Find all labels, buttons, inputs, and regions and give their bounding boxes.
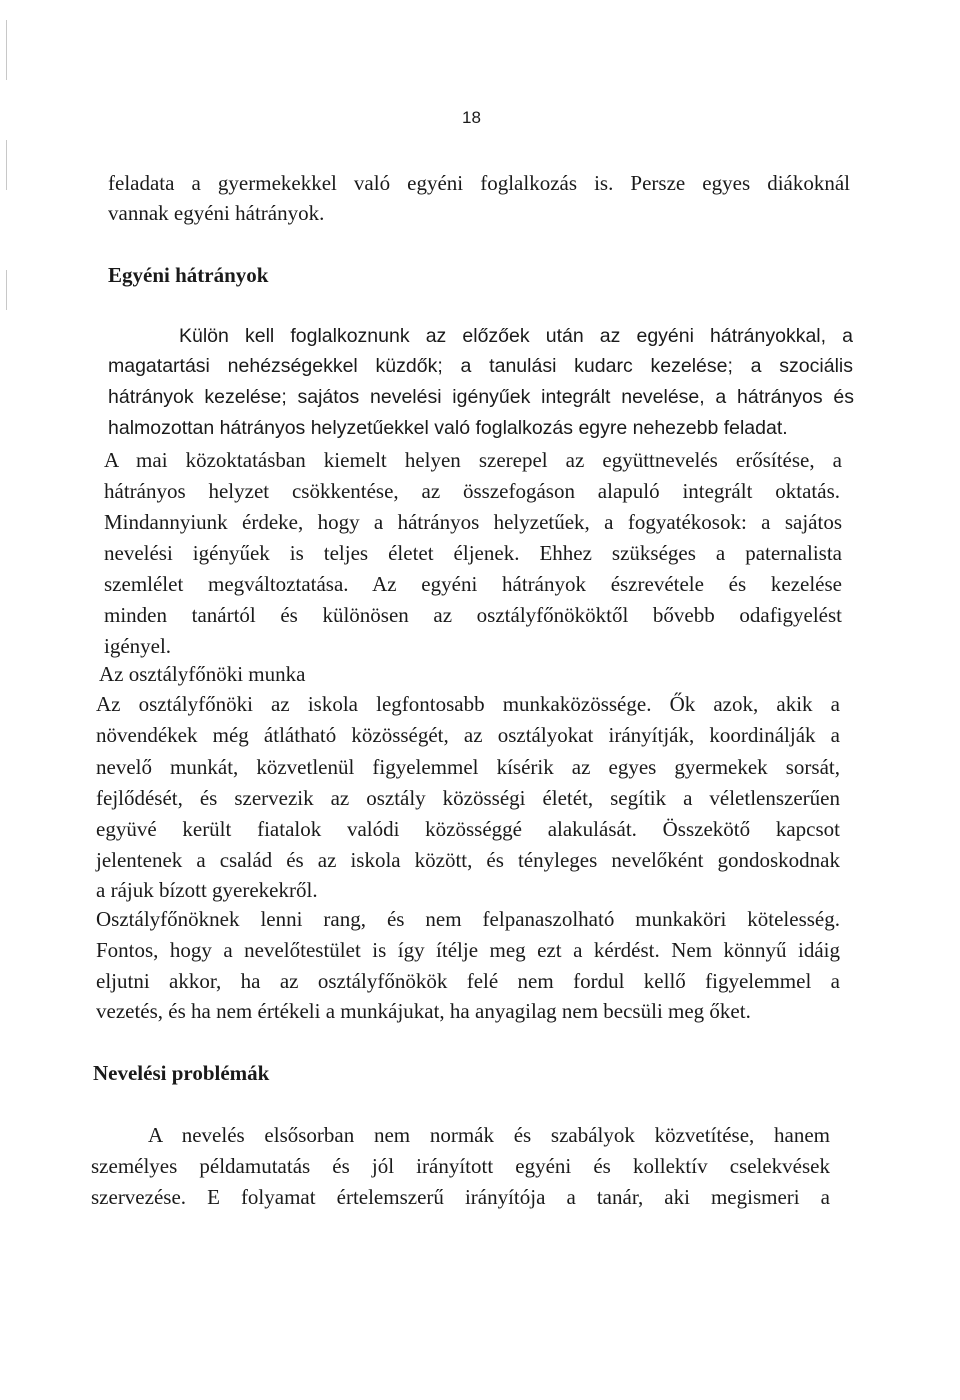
body-line: szemlélet megváltoztatása. Az egyéni hátrányok észrevétele és kezelése: [104, 572, 842, 596]
scan-edge-mark: [6, 270, 7, 310]
scan-edge-mark: [6, 20, 7, 80]
body-line: eljutni akkor, ha az osztályfőnökök felé nem fordul kellő figyelemmel a: [96, 969, 840, 993]
body-line: Mindannyiunk érdeke, hogy a hátrányos helyzetűek, a fogyatékosok: a sajátos: [104, 510, 842, 534]
body-line: jelentenek a család és az iskola között, és tényleges nevelőként gondoskodnak: [96, 848, 840, 872]
body-line: A nevelés elsősorban nem normák és szabályok közvetítése, hanem: [148, 1123, 830, 1147]
body-line: vannak egyéni hátrányok.: [108, 201, 325, 225]
body-line: vezetés, és ha nem értékeli a munkájukat, ha anyagilag nem becsüli meg őket.: [96, 999, 751, 1023]
body-line: Az osztályfőnöki munka: [99, 662, 306, 686]
body-line: hátrányos helyzet csökkentése, az összefogáson alapuló integrált oktatás.: [104, 479, 840, 503]
body-line: együvé került fiatalok valódi közösséggé alakulását. Összekötő kapcsot: [96, 817, 840, 841]
body-line: magatartási nehézségekkel küzdők; a tanulási kudarc kezelése; a szociális: [108, 355, 853, 377]
body-line: igényel.: [104, 634, 172, 658]
body-line: Az osztályfőnöki az iskola legfontosabb munkaközössége. Ők azok, akik a: [96, 692, 840, 716]
page-number: 18: [462, 108, 481, 127]
body-line: A mai közoktatásban kiemelt helyen szerepel az együttnevelés erősítése, a: [104, 448, 842, 472]
body-line: feladata a gyermekekkel való egyéni foglalkozás is. Persze egyes diákoknál: [108, 171, 850, 195]
body-line: Fontos, hogy a nevelőtestület is így ítélje meg ezt a kérdést. Nem könnyű idáig: [96, 938, 840, 962]
body-line: Osztályfőnöknek lenni rang, és nem felpanaszolható munkaköri kötelesség.: [96, 907, 840, 931]
body-line: személyes példamutatás és jól irányított egyéni és kollektív cselekvések: [91, 1154, 830, 1178]
body-line: minden tanártól és különösen az osztályfőnököktől bővebb odafigyelést: [104, 603, 842, 627]
section-heading: Egyéni hátrányok: [108, 263, 269, 287]
scan-edge-mark: [6, 140, 7, 190]
body-line: nevelési igényűek is teljes életet éljenek. Ehhez szükséges a paternalista: [104, 541, 842, 565]
section-heading: Nevelési problémák: [93, 1061, 270, 1085]
body-line: nevelő munkát, közvetlenül figyelemmel kísérik az egyes gyermekek sorsát,: [96, 755, 840, 779]
body-line: szervezése. E folyamat értelemszerű irányítója a tanár, aki megismeri a: [91, 1185, 830, 1209]
body-line: hátrányok kezelése; sajátos nevelési igényűek integrált nevelése, a hátrányos és: [108, 386, 854, 408]
body-line: a rájuk bízott gyerekekről.: [96, 878, 318, 902]
body-line: növendékek még átlátható közösségét, az osztályokat irányítják, koordinálják a: [96, 723, 840, 747]
body-line: Külön kell foglalkoznunk az előzőek után az egyéni hátrányokkal, a: [179, 325, 853, 347]
body-line: fejlődését, és szervezik az osztály közösségi életét, segítik a véletlenszerűen: [96, 786, 840, 810]
body-line: halmozottan hátrányos helyzetűekkel való foglalkozás egyre nehezebb feladat.: [108, 417, 788, 439]
